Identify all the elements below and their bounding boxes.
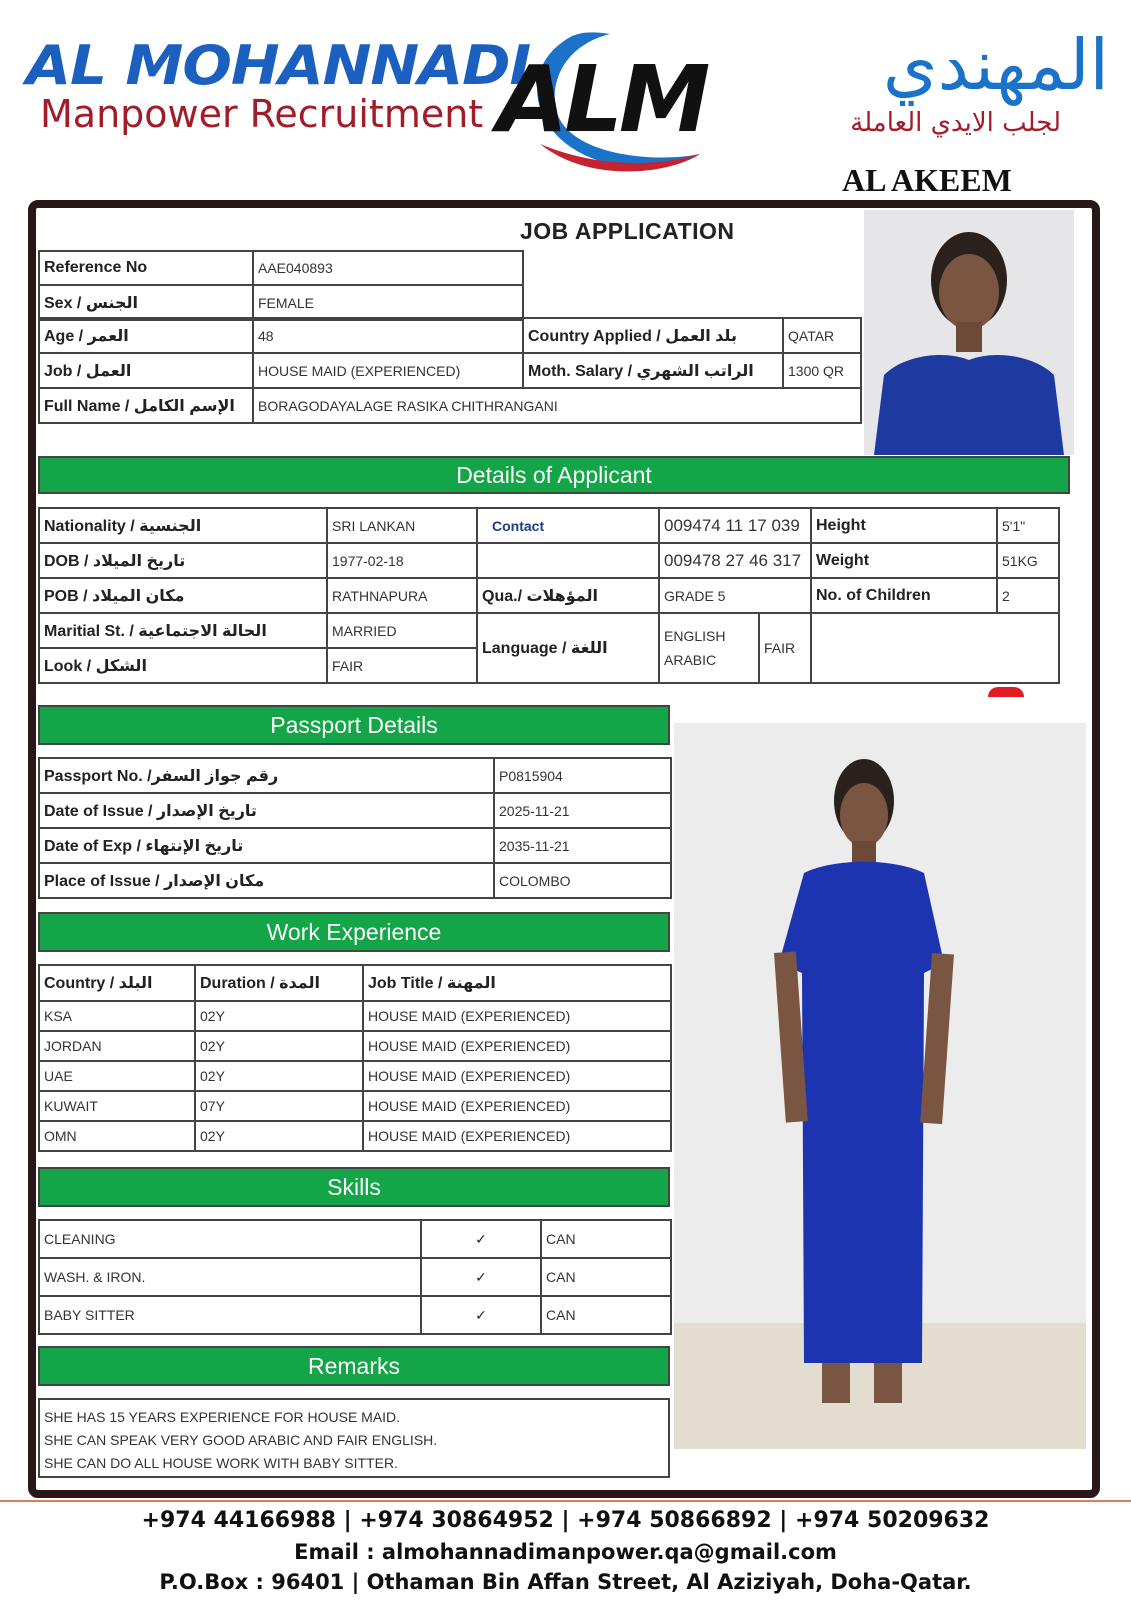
alm-logo-text: ALM: [497, 46, 707, 153]
nationality-label: Nationality / الجنسية: [39, 508, 327, 543]
dob-label: DOB / تاريخ الميلاد: [39, 543, 327, 578]
skill-level: CAN: [541, 1220, 671, 1258]
table-row: [39, 1258, 671, 1296]
children-value: 2: [997, 578, 1059, 613]
table-row: [39, 1001, 671, 1031]
skill-name: CLEANING: [39, 1220, 421, 1258]
language-list: [659, 613, 811, 683]
exp-country: UAE: [39, 1061, 195, 1091]
language-level: FAIR: [764, 640, 796, 656]
expiry-date-value: 2035-11-21: [494, 828, 671, 863]
basic-info-table: [38, 250, 524, 321]
salary-label: Moth. Salary / الراتب الشهري: [523, 353, 783, 388]
pob-label: POB / مكان الميلاد: [39, 578, 327, 613]
experience-table: [38, 964, 672, 1152]
language-english: ENGLISH: [664, 628, 726, 644]
sex-value: FEMALE: [253, 285, 523, 320]
brand-tagline: Manpower Recruitment: [40, 92, 484, 136]
exp-country: JORDAN: [39, 1031, 195, 1061]
table-row: [39, 1220, 671, 1258]
passport-table: [38, 757, 672, 899]
branch-name: AL AKEEM: [842, 162, 1012, 198]
nationality-value: SRI LANKAN: [327, 508, 477, 543]
exp-country: KUWAIT: [39, 1091, 195, 1121]
applicant-full-photo: [674, 723, 1086, 1449]
country-applied-value: QATAR: [783, 318, 861, 353]
skills-table: [38, 1219, 672, 1335]
remark-line: SHE CAN SPEAK VERY GOOD ARABIC AND FAIR ENGLISH.: [44, 1432, 438, 1448]
remarks-box: [38, 1398, 670, 1478]
full-body-silhouette-icon: [674, 723, 1086, 1449]
reference-value: AAE040893: [253, 251, 523, 285]
exp-duration: 02Y: [195, 1031, 363, 1061]
issue-date-label: Date of Issue / تاريخ الإصدار: [39, 793, 494, 828]
issue-place-value: COLOMBO: [494, 863, 671, 898]
applied-info-table: [38, 317, 862, 424]
table-row: [39, 1091, 671, 1121]
passport-heading: Passport Details: [38, 705, 670, 745]
footer-phones: +974 44166988 | +974 30864952 | +974 50866892 | +974 50209632: [141, 1508, 990, 1533]
exp-job: HOUSE MAID (EXPERIENCED): [363, 1121, 671, 1151]
table-row: [39, 1061, 671, 1091]
brand-name: AL MOHANNADI: [26, 34, 531, 97]
footer-email: Email : almohannadimanpower.qa@gmail.com: [294, 1540, 837, 1564]
skills-heading: Skills: [38, 1167, 670, 1207]
remark-line: SHE HAS 15 YEARS EXPERIENCE FOR HOUSE MAID.: [44, 1409, 401, 1425]
details-table: [38, 507, 1060, 684]
checkmark-icon: ✓: [421, 1258, 541, 1296]
fullname-label: Full Name / الإسم الكامل: [39, 388, 253, 423]
dob-value: 1977-02-18: [327, 543, 477, 578]
table-row: [39, 1121, 671, 1151]
marital-value: MARRIED: [327, 613, 477, 648]
exp-country: OMN: [39, 1121, 195, 1151]
contact-phone-1: 009474 11 17 039: [659, 508, 811, 543]
issue-date-value: 2025-11-21: [494, 793, 671, 828]
skill-level: CAN: [541, 1258, 671, 1296]
weight-label: Weight: [811, 543, 997, 578]
arabic-brand-name: المهندي: [882, 24, 1109, 106]
remarks-heading: Remarks: [38, 1346, 670, 1386]
applicant-portrait-photo: [864, 210, 1074, 455]
contact-label: Contact: [477, 508, 659, 543]
height-value: 5'1": [997, 508, 1059, 543]
exp-job: HOUSE MAID (EXPERIENCED): [363, 1001, 671, 1031]
table-row: [39, 1031, 671, 1061]
qualification-value: GRADE 5: [659, 578, 811, 613]
contact-empty-cell: [477, 543, 659, 578]
job-value: HOUSE MAID (EXPERIENCED): [253, 353, 523, 388]
sex-label: Sex / الجنس: [39, 285, 253, 320]
exp-job: HOUSE MAID (EXPERIENCED): [363, 1061, 671, 1091]
pob-value: RATHNAPURA: [327, 578, 477, 613]
weight-value: 51KG: [997, 543, 1059, 578]
fullname-value: BORAGODAYALAGE RASIKA CHITHRANGANI: [253, 388, 861, 423]
exp-duration: 02Y: [195, 1001, 363, 1031]
details-empty-cell: [811, 613, 1059, 683]
exp-duration: 02Y: [195, 1121, 363, 1151]
exp-col-job: Job Title / المهنة: [363, 965, 671, 1001]
passport-no-value: P0815904: [494, 758, 671, 793]
age-value: 48: [253, 318, 523, 353]
decorative-mark: [988, 687, 1024, 697]
country-applied-label: Country Applied / بلد العمل: [523, 318, 783, 353]
exp-job: HOUSE MAID (EXPERIENCED): [363, 1091, 671, 1121]
portrait-silhouette-icon: [864, 210, 1074, 455]
footer-divider: [0, 1500, 1131, 1502]
checkmark-icon: ✓: [421, 1220, 541, 1258]
skill-name: WASH. & IRON.: [39, 1258, 421, 1296]
language-arabic: ARABIC: [664, 652, 717, 668]
look-label: Look / الشكل: [39, 648, 327, 683]
exp-duration: 02Y: [195, 1061, 363, 1091]
reference-label: Reference No: [39, 251, 253, 285]
marital-label: Maritial St. / الحالة الاجتماعية: [39, 613, 327, 648]
arabic-brand-tagline: لجلب الايدي العاملة: [850, 108, 1061, 138]
exp-duration: 07Y: [195, 1091, 363, 1121]
page-title: JOB APPLICATION: [520, 218, 735, 244]
salary-value: 1300 QR: [783, 353, 861, 388]
qualification-label: Qua./ المؤهلات: [477, 578, 659, 613]
job-label: Job / العمل: [39, 353, 253, 388]
children-label: No. of Children: [811, 578, 997, 613]
passport-no-label: Passport No. /رقم جواز السفر: [39, 758, 494, 793]
exp-country: KSA: [39, 1001, 195, 1031]
checkmark-icon: ✓: [421, 1296, 541, 1334]
remark-line: SHE CAN DO ALL HOUSE WORK WITH BABY SITTER.: [44, 1455, 398, 1471]
language-label: Language / اللغة: [477, 613, 659, 683]
exp-col-country: Country / البلد: [39, 965, 195, 1001]
exp-job: HOUSE MAID (EXPERIENCED): [363, 1031, 671, 1061]
contact-phone-2: 009478 27 46 317: [659, 543, 811, 578]
expiry-date-label: Date of Exp / تاريخ الإنتهاء: [39, 828, 494, 863]
skill-level: CAN: [541, 1296, 671, 1334]
exp-col-duration: Duration / المدة: [195, 965, 363, 1001]
height-label: Height: [811, 508, 997, 543]
look-value: FAIR: [327, 648, 477, 683]
details-heading: Details of Applicant: [38, 456, 1070, 494]
skill-name: BABY SITTER: [39, 1296, 421, 1334]
age-label: Age / العمر: [39, 318, 253, 353]
experience-heading: Work Experience: [38, 912, 670, 952]
issue-place-label: Place of Issue / مكان الإصدار: [39, 863, 494, 898]
table-row: [39, 1296, 671, 1334]
footer-address: P.O.Box : 96401 | Othaman Bin Affan Street, Al Aziziyah, Doha-Qatar.: [159, 1570, 972, 1594]
